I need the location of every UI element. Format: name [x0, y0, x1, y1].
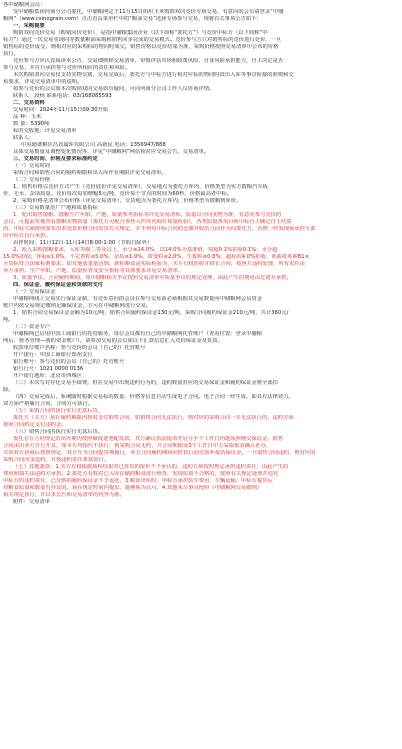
- doc-line: 三、交易时间、价格及要求标准约定: [13, 156, 98, 162]
- doc-line: 一、采购提要: [13, 23, 45, 29]
- doc-line: 看样时间：11月12日-11月14日8:00-1:00（节假日除外）: [13, 240, 153, 246]
- doc-line: 交易时间：2024年11月15日09:30开始: [13, 107, 109, 113]
- doc-line: 由中标方自行承担。: [3, 233, 51, 239]
- doc-line: 中央储备粮许昌直属库有限公司 高新民 电话：1356947/888: [21, 142, 166, 148]
- doc-line: 粮网”（www.csinograin.com）点击首页菜单栏中的“粮油交易”选择专场参与交易，现将有关事项公告如下：: [3, 16, 262, 22]
- doc-line: 标的交收地：详见交易清单: [13, 128, 77, 134]
- doc-line: 银行行号：1021 0000 0136: [13, 366, 84, 372]
- doc-line: 二、交易资料: [13, 100, 45, 106]
- doc-line: 采购合同同步违约，并按违约责任条款执行。: [3, 457, 109, 463]
- doc-line: 销售标的竞价成交，则相对应的采购标的物同时成交。销售价格以竞价结果为准，采购价格按照交易清单中公布的价格: [3, 44, 279, 50]
- doc-line: 拟参与竞价的会员如本次购销双向交易如有疑问，可向河南分公司工作人员咨询详情。: [13, 86, 215, 92]
- doc-line: 吨。: [3, 317, 14, 323]
- doc-line: 1、销售合同交易保证金金额为10元/吨，销售合同履约保证金130元/吨，采购合同履约保证金210元/吨，共计360元/: [13, 310, 289, 316]
- doc-line: （二）交易价格: [13, 177, 51, 183]
- doc-line: 收款单位账户名称：参与竞价的会员（自己的）托管账号: [13, 345, 146, 351]
- doc-line: 按照合同约定支付违约金。: [3, 422, 67, 428]
- doc-line: 受中储粮集团河南分公司委托，中储粮网定于11月15日组织玉米购销双向竞价专场交易，有意向的会员请登录“中储: [13, 9, 284, 15]
- doc-line: 的，中标方须按照如实出本送货价格合同发货有关规定，并不得用中标合同的仓储并收货合同作为向委托方，否则一经发现须承担全部: [3, 226, 316, 232]
- doc-line: 采购合同和销售合同的履约期限和出入库作业期限详见交易清单。: [13, 170, 167, 176]
- doc-line: 中储粮网线上交易实行保证金制，有竞价意向的会员在参与交易前必须根据其交易数量向中储粮网会员资金: [13, 296, 262, 302]
- doc-line: 竞价参与方应认真阅读本公告、交易细则和交易清单，审慎评估市场和政策风险、自身风险承担能力，自主决定是否: [13, 58, 284, 64]
- doc-line: 联系人：: [13, 135, 35, 141]
- doc-line: 买卖双方协商后按照规定，双方互为合同提货期履行，卖方合同履约期间同时执行前付款补提货保证金。一旦销售合同违约，则对应的: [3, 450, 316, 456]
- doc-line: 1、销售价格以竞价方式产生（竞价底价详见交易清单），交易地点为委托方库内，价格类型为实方散粮汽车板: [13, 184, 268, 190]
- doc-line: 1、轮出销售散粮。散粮生产年限、产地、质量参考指标等详见交易清单。质量以合同实物为准，有意向参与竞价的: [13, 212, 282, 218]
- doc-line: （四）交易完成后，系统随时根据交易标的数量、价格等信息自动生成电子合同。电子合同一经生成，即具有法律效力。: [13, 394, 294, 400]
- doc-line: 2、采购价格是清单公布价格（详见交易清单），交货地点为委托方库内，价格类型为散粮到库价。: [13, 198, 242, 204]
- doc-line: 参与交易，并自行承担参与竞价所相应的责任和风险。: [3, 65, 131, 71]
- doc-line: （一）交易保证金: [13, 289, 56, 295]
- doc-line: 委托方在合同规定的出库期内按照额度逐笔配发款。双方确认执法提请开启分手个工作日内逐项照增交保证金。销售: [13, 436, 284, 442]
- doc-line: 相关规定执行，并以本公告和交易清单的内容为准。: [3, 492, 125, 498]
- doc-line: 除。: [3, 387, 14, 393]
- doc-line: 具体交易数量及调整变化情况等，详见“中储粮网”网站相对应交易公告、交易清单。: [13, 149, 210, 155]
- doc-line: 中标方的违约责任，已交纳的履约保证金不予退还。3.粮食出库时，中标方承担装车费用，车辆运输，中标方提货后: [3, 478, 273, 484]
- doc-line: （三）本次写封存化交易手续费。但在交易中出现违约行为的，违约数量对应的交易保证金和履约保证金将全部扣: [13, 380, 278, 386]
- doc-line: 购销双向竞价交易（购销同价竞价），是指中储粮集团企业（以下简称“委托方”）与竞价中标方（以下简称“中: [13, 30, 268, 36]
- doc-line: 附件：交易清单: [13, 499, 51, 505]
- doc-line: 四、保证金、履约保证金和货款的支付: [13, 282, 104, 288]
- doc-line: 费用和损失由违约方承担。2.委托方有权对已入库存储的粮食进行核查，发现质量不合格的，按照有关规定处理并追究: [3, 471, 279, 477]
- doc-line: 对粮食质量和数量有异议的，须在规定时间内提出，逾期视为认可。4.其他未尽事宜按照《中储粮网交易细则》: [3, 485, 263, 491]
- doc-line: （七）其他条款：1.买方有权根据质检结果对已作出的报价不予承认的，违约方须按照规定承担违约责任，由此产生的: [13, 464, 289, 470]
- doc-line: 标方”）通过一次交易实现同等数量粮油采购和销售同步完成的交易模式。竞价参与方只对销售标的竞价进行竞价，一旦: [3, 37, 282, 43]
- doc-line: 网后，财务管理—我的资金账户），请参加交易的会员须以下汇款信息汇入竞价保证金及货款。: [3, 338, 223, 344]
- doc-line: （五）采购合同的执行实行先款后货。: [13, 408, 104, 414]
- doc-line: 开户银行地址：北京市西城区: [13, 373, 82, 379]
- doc-line: （三）交易数量范广产地和质量指标: [13, 205, 98, 211]
- doc-line: 合同由出卖方自行开具，如本方均指代不执行，则采购合同无约，并合同期限前3个工作日中方采取报表确认补办，: [3, 443, 272, 449]
- doc-line: 联系人：段杨 联系电话：03/168085593: [13, 93, 112, 99]
- doc-line: 15.0%拒收；容重≥1.0%，不完善粒≤5.0%，杂质≤1.0%，霉变粒≤2.0%，生霉粒≤0.8%；超标的4.0%拒收；黄曲霉毒素B1≤: [3, 254, 310, 260]
- doc-line: 易要求，详见交易清单中的说明。: [3, 79, 83, 85]
- doc-line: 价，无水、杂项质量。竞价每次每加增幅5元/吨，竞价每个节点的时间为60秒，价格最高者中标。: [3, 191, 233, 197]
- doc-line: （一）交易时间: [13, 163, 51, 169]
- doc-line: 品 种：玉米: [13, 114, 42, 120]
- doc-line: 委托方（买方）须在履约期限内按时支付销售合同，如销售合同无法执行，则对应的采购合同一并无法执行的，违约方须: [13, 415, 294, 421]
- doc-line: 双方须严格履行合同，合同方可执行。: [3, 401, 94, 407]
- doc-line: 开户银行：中国工商银行郑州支行: [13, 352, 93, 358]
- doc-line: 数 量：5390吨: [13, 121, 50, 127]
- doc-line: 账户内按交易规定缴纳足额保证金，方可在中储粮网进行交易。: [3, 303, 152, 309]
- doc-line: 本次购销双向交易仅支持实物交割，交易完成后，委托方与中标方进行相对应标的物同时段出入库等事宜衔接的准则和交: [13, 72, 294, 78]
- doc-line: 中储粮网已启用中国工商银行的托管服务，每位会员都有自己的中储粮网托管账户（查看位置：登录中储粮: [13, 331, 262, 337]
- doc-line: 卖方承担。生产年限、产地、质量检查及安全指标等具体要求详见交易清单。: [3, 268, 184, 274]
- doc-line: （六）销售合同的执行实行先款后货。: [13, 429, 104, 435]
- doc-line: 各中储粮网会员：: [3, 2, 46, 8]
- doc-line: 3、质量争议。合同履约期间，如中储粮相关争议按照交易清单中质量争议的规定处理，由此产生的费用由过错方承担。: [13, 275, 292, 281]
- doc-line: 会员，可提前实地查看散粮实物质量（委托方可配合查样入作库内调打质量检验），各类质量各项目视中标自主确定自主结算: [3, 219, 292, 225]
- doc-line: （二）资金专户: [13, 324, 51, 330]
- doc-line: 银行账号：参与竞价的会员（自己的）托管账号: [13, 359, 125, 365]
- doc-line: 2、轮入采购散粮要求。入库等级二等及以上，水分≤14.0%，以14.0%为基准值，每超0.1%扣重0.1%；水分超: [13, 247, 278, 253]
- doc-line: 全货标符合国家标准要求，如其他质量量达到，新标粮食是实际检验为，买方有权拒收并终止合同，按照方违约处理，所有责任由: [3, 261, 305, 267]
- doc-line: 执行。: [3, 51, 19, 57]
